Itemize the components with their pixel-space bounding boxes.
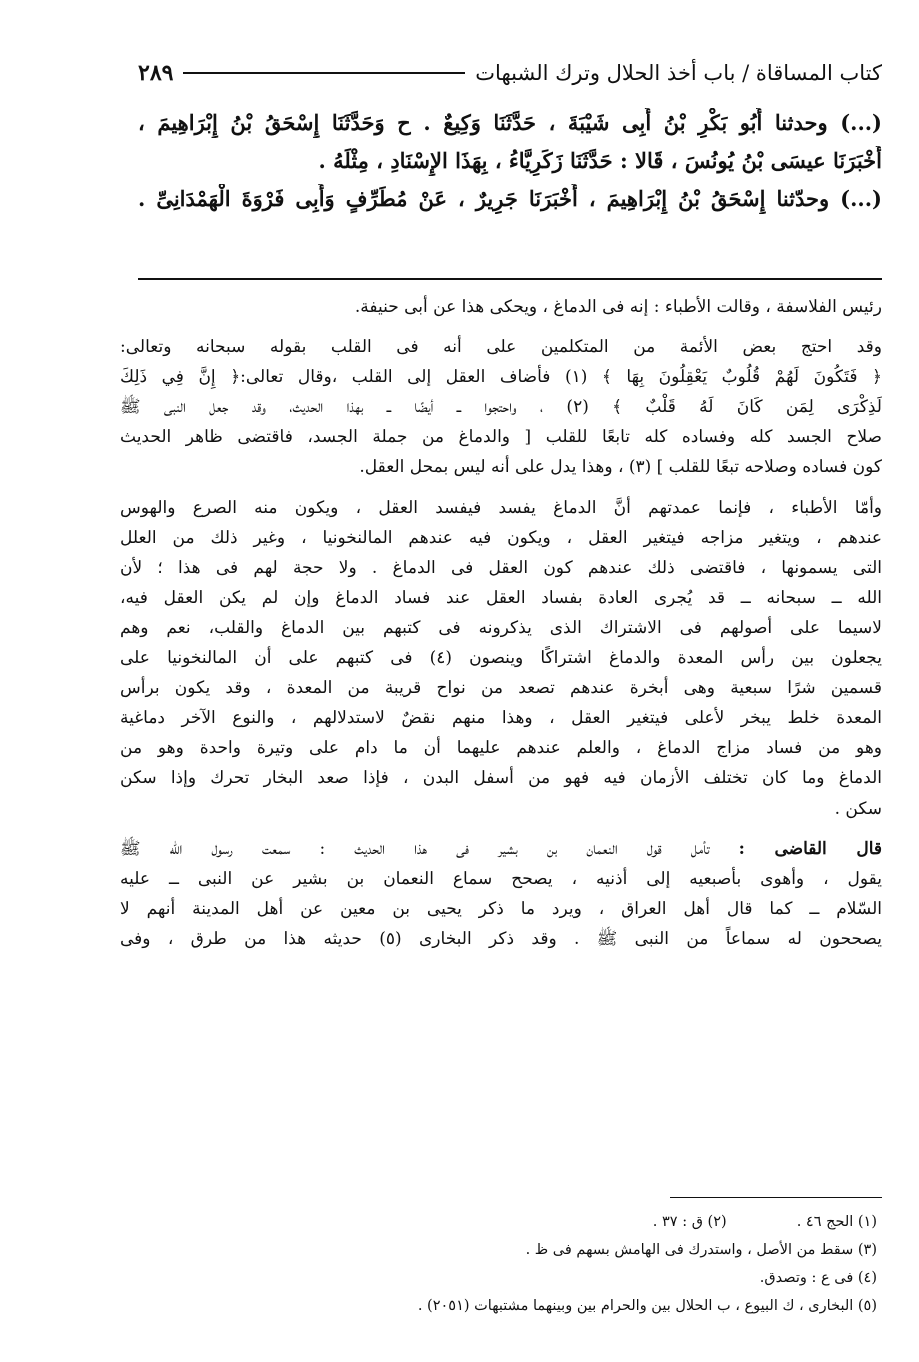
footnote-line	[197, 1208, 877, 1236]
footnotes	[197, 1208, 877, 1320]
footnote-2: (٢) ق : ٣٧ .	[652, 1214, 727, 1230]
commentary-line: الدماغ وما كان تختلف الأزمان فيه فهو من أسفل البدن ، فإذا صعد البخار تحرك وإذا سكن	[120, 768, 882, 789]
footnote-5: (٥) البخارى ، ك البيوع ، ب الحلال بين والحرام بين وبينهما مشتبهات (٢٠٥١) .	[417, 1298, 877, 1314]
commentary-line: السّلام ــ كما قال أهل العراق ، ويرد ما ذكر يحيى بن معين عن أهل المدينة أنهم لا	[120, 898, 882, 919]
header-rule	[183, 72, 465, 74]
commentary-line-rest: تأمل قول النعمان بن بشير فى هذا الحديث : سمعت رسول الله ﷺ	[120, 838, 710, 859]
commentary-text	[120, 292, 882, 954]
commentary-line: المعدة خلط يبخر لأعلى فيتغير العقل ، وهذا منهم نقضٌ لاستدلالهم ، والنوع الآخر دماغية	[120, 708, 882, 729]
commentary-line: لاسيما على أصولهم فى الاشتراك الذى يذكرونه فى كتبهم بين الدماغ والقلب، نعم وهم	[120, 617, 882, 638]
footnote-1: (١) الحج ٤٦ .	[796, 1214, 877, 1230]
commentary-line: كون فساده وصلاحه تبعًا للقلب ] (٣) ، وهذا يدل على أنه ليس بمحل العقل.	[359, 457, 882, 478]
commentary-line: وقد احتج بعض الأئمة من المتكلمين على أنه فى القلب بقوله سبحانه وتعالى:	[120, 337, 882, 358]
commentary-line: يصححون له سماعاً من النبى ﷺ . وقد ذكر البخارى (٥) حديثه هذا من طرق ، وفى	[120, 928, 882, 949]
commentary-line: يقول ، وأهوى بأصبعيه إلى أذنيه ، يصحح سماع النعمان بن بشير عن النبى ــ عليه	[120, 868, 882, 889]
commentary-line: لَذِكْرَى لِمَن كَانَ لَهُ قَلْبٌ ﴾ (٢) ، واحتجوا ــ أيضًا ــ بهذا الحديث، وقد جعل النبى ﷺ	[120, 397, 882, 418]
qadi-lead: قال القاضى :	[738, 838, 882, 859]
commentary-line: التى يسمونها ، فاقتضى ذلك عندهم كون العقل فى الدماغ . ولا حجة لهم فى هذا ؛ لأن	[120, 557, 882, 578]
commentary-separator	[138, 278, 882, 280]
footnote-rule	[670, 1197, 882, 1198]
footnote-4: (٤) فى ع : وتصدق.	[759, 1270, 877, 1286]
footnote-3: (٣) سقط من الأصل ، واستدرك فى الهامش بسهم فى ظ .	[525, 1242, 877, 1258]
commentary-line: وهو من فساد مزاج الدماغ ، والعلم عندهم عليهما أن ما دام على وتيرة واحدة وهو من	[120, 738, 882, 759]
commentary-line: ﴿ فَتَكُونَ لَهُمْ قُلُوبٌ يَعْقِلُونَ بِهَا ﴾ (١) فأضاف العقل إلى القلب ،وقال تعالى:﴿ إِنَّ فِي ذَلِكَ	[120, 367, 882, 388]
commentary-line: عندهم ، ويتغير مزاجه فيتغير العقل ، ويكون فيه عندهم المالنخونيا ، وغير ذلك من العلل	[120, 527, 882, 548]
commentary-line: قسمين شرًا سبعية وهى أبخرة عندهم تصعد من نواح قريبة من المعدة ، وقد يكون برأس	[120, 678, 882, 699]
commentary-line: سكن .	[834, 798, 882, 819]
commentary-line: وأمّا الأطباء ، فإنما عمدتهم أنَّ الدماغ يفسد فيفسد العقل ، ويكون منه الصرع والهوس	[120, 497, 882, 518]
commentary-line: الله ــ سبحانه ــ قد يُجرى العادة بفساد العقل عند فساد الدماغ وإن لم يكن العقل فيه،	[120, 587, 882, 608]
running-title: كتاب المساقاة / باب أخذ الحلال وترك الشبهات	[475, 61, 882, 85]
page-number: ٢٨٩	[138, 60, 174, 86]
hadith-text	[138, 108, 882, 214]
commentary-line: صلاح الجسد كله وفساده كله تابعًا للقلب [ والدماغ من جملة الجسد، فاقتضى ظاهر الحديث	[120, 427, 882, 448]
hadith-line: (...) وحدّثنا إِسْحَقُ بْنُ إِبْرَاهِيمَ ، أَخْبَرَنَا جَرِيرٌ ، عَنْ مُطَرِّفٍ وَأَبِى فَرْوَةَ الْهَمْدَانِىِّ .	[138, 186, 882, 211]
commentary-line	[120, 834, 882, 864]
hadith-line: (...) وحدثنا أَبُو بَكْرِ بْنُ أَبِى شَيْبَةَ ، حَدَّثَنَا وَكِيعٌ . ح وَحَدَّثَنَا إِسْحَقُ بْنُ إِبْرَاهِيمَ ،	[138, 110, 882, 135]
commentary-line: رئيس الفلاسفة ، وقالت الأطباء : إنه فى الدماغ ، ويحكى هذا عن أبى حنيفة.	[354, 297, 882, 317]
running-header	[138, 56, 882, 90]
commentary-line: يجعلون بين رأس المعدة والدماغ اشتراكًا وينصون (٤) فى كتبهم على أن المالنخونيا على	[120, 648, 882, 669]
hadith-line: أَخْبَرَنَا عيسَى بْنُ يُونُسَ ، قَالا : حَدَّثَنَا زَكَرِيَّاءُ ، بِهَذَا الإِسْنَادِ ، مِثْلَهُ .	[318, 148, 882, 173]
